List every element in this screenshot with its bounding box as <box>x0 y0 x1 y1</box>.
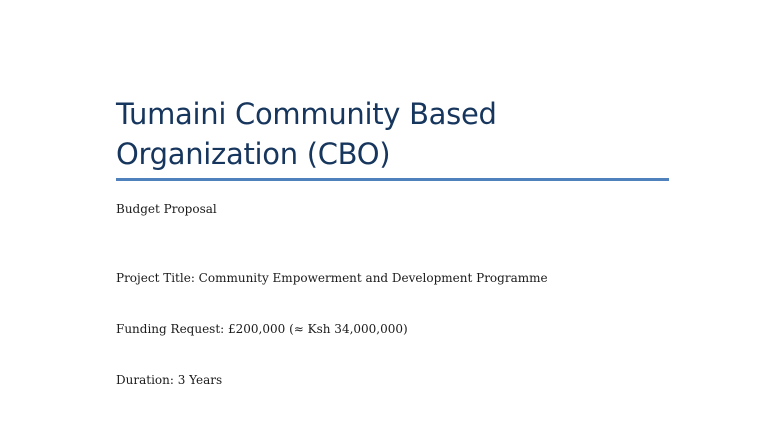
title-underline-divider <box>116 178 669 181</box>
title-block <box>116 94 669 174</box>
document-subtitle: Budget Proposal <box>116 202 217 216</box>
document-title: Tumaini Community Based Organization (CBO) <box>116 97 497 171</box>
funding-request-line: Funding Request: £200,000 (≈ Ksh 34,000,000) <box>116 322 408 336</box>
project-title-line: Project Title: Community Empowerment and Development Programme <box>116 271 548 285</box>
duration-line: Duration: 3 Years <box>116 373 223 387</box>
